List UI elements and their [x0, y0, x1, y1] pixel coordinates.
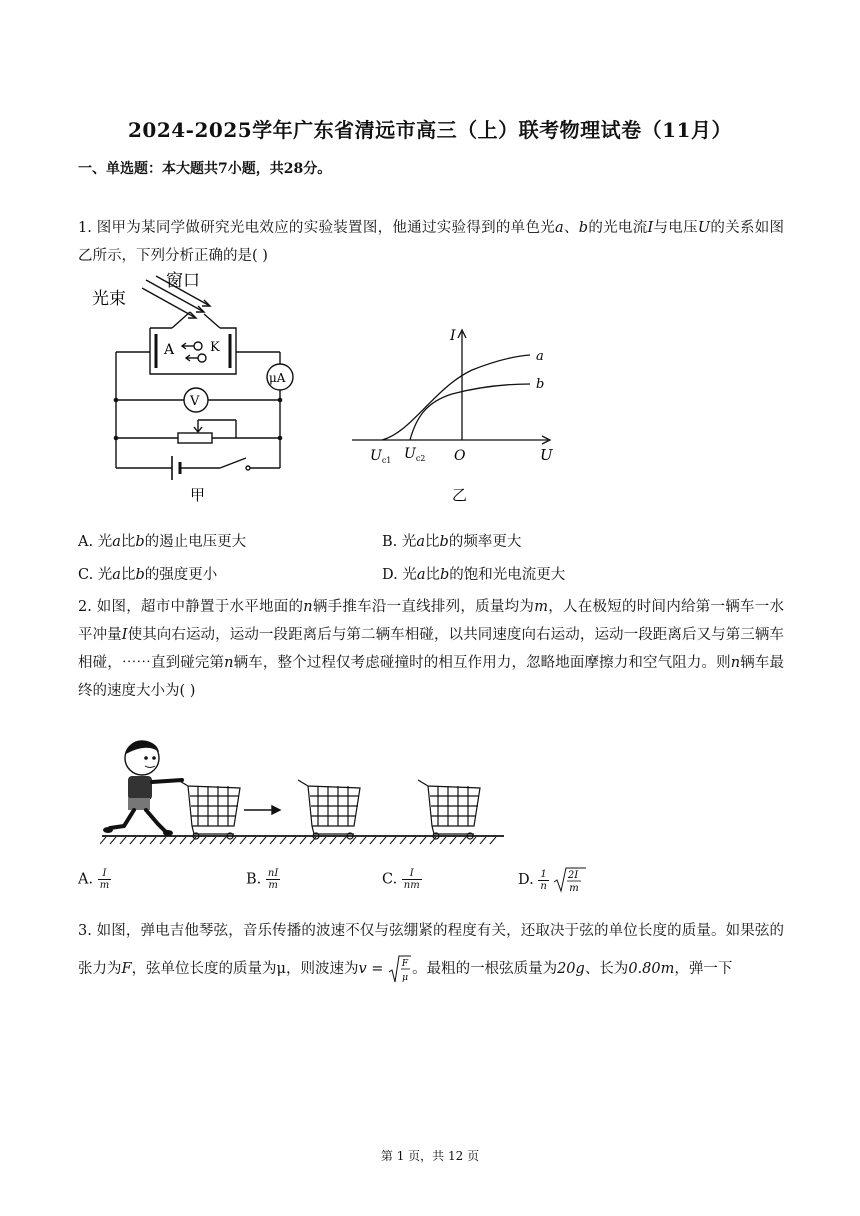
question-1-stem: 1. 图甲为某同学做研究光电效应的实验装置图，他通过实验得到的单色光a、b的光电流I与电压U的关系如图乙所示，下列分析正确的是( ) [78, 220, 785, 264]
q1-option-a[interactable]: A. 光a比b的遏止电压更大 [78, 534, 247, 550]
figure-circuit [86, 268, 316, 504]
wave-speed-formula [388, 954, 412, 984]
question-3-stem: 3. 如图，弹电吉他琴弦，音乐传播的波速不仅与弦绷紧的程度有关，还取决于弦的单位长度的质量。如果弦的张力为F，弦单位长度的质量为μ，则波速为v = F μ 。最粗的一根弦质量为20g、长为0.80m，弹一下 [78, 923, 784, 983]
cathode-label: K [210, 340, 220, 355]
figure-caption-jia: 甲 [190, 486, 206, 504]
q2-option-a[interactable]: A. $\frac{I}{m}$ [78, 868, 110, 891]
y-axis-label: I [450, 328, 456, 344]
curve-b [410, 384, 530, 440]
ground-hatch [100, 837, 496, 844]
beam-label: 光束 [92, 289, 126, 309]
svg-text:μ: μ [402, 973, 409, 983]
q2-option-b[interactable]: B. $\frac{nI}{m}$ [246, 868, 279, 891]
curve-a-label: a [536, 349, 544, 364]
question-2-stem: 2. 如图，超市中静置于水平地面的n辆手推车沿一直线排列，质量均为m，人在极短的时间内给第一辆车一水平冲量I使其向右运动，运动一段距离后与第二辆车相碰，以共同速度向右运动，运动一段距离后又与第三辆车相碰，⋯⋯直到碰完第n辆车，整个过程仅考虑碰撞时的相互作用力，忽略地面摩擦力和空气阻力。则n辆车最终的速度大小为( ) [78, 599, 785, 699]
q1-option-b[interactable]: B. 光a比b的频率更大 [382, 534, 522, 550]
uc2-label: $U_{c2}$ [404, 446, 426, 463]
push-arrow [244, 806, 280, 814]
q1-option-c[interactable]: C. 光a比b的强度更小 [78, 567, 218, 583]
x-axis-label: U [540, 446, 553, 464]
figure-iu-graph [352, 322, 567, 508]
figure-caption-yi: 乙 [452, 486, 468, 504]
page-footer: 第 1 页，共 12 页 [380, 1149, 480, 1163]
q2-option-d[interactable]: D. $\frac{1}{n}$ 2I m [518, 866, 587, 894]
kid-figure [103, 741, 182, 836]
cart-2 [298, 780, 360, 839]
cart-3 [418, 780, 480, 839]
window-label: 窗口 [166, 271, 200, 291]
uc1-label: $U_{c1}$ [370, 448, 392, 465]
curve-b-label: b [536, 377, 545, 392]
q2-option-c[interactable]: C. $\frac{I}{nm}$ [382, 868, 420, 891]
ammeter-label: μA [269, 371, 286, 385]
voltmeter-label: V [190, 394, 200, 409]
page-title: 2024-2025学年广东省清远市高三（上）联考物理试卷（11月） [128, 118, 732, 142]
sqrt-symbol [553, 866, 587, 894]
svg-text:F: F [401, 959, 409, 969]
svg-text:m: m [569, 883, 580, 894]
section-heading: 一、单选题：本大题共7小题，共28分。 [78, 161, 332, 177]
svg-text:2I: 2I [568, 870, 579, 881]
curve-a [382, 355, 530, 440]
q1-option-d[interactable]: D. 光a比b的饱和光电流更大 [382, 567, 566, 583]
cart-1 [178, 780, 240, 839]
origin-label: O [454, 448, 466, 464]
figure-shopping-carts [100, 736, 510, 846]
anode-label: A [164, 342, 175, 358]
